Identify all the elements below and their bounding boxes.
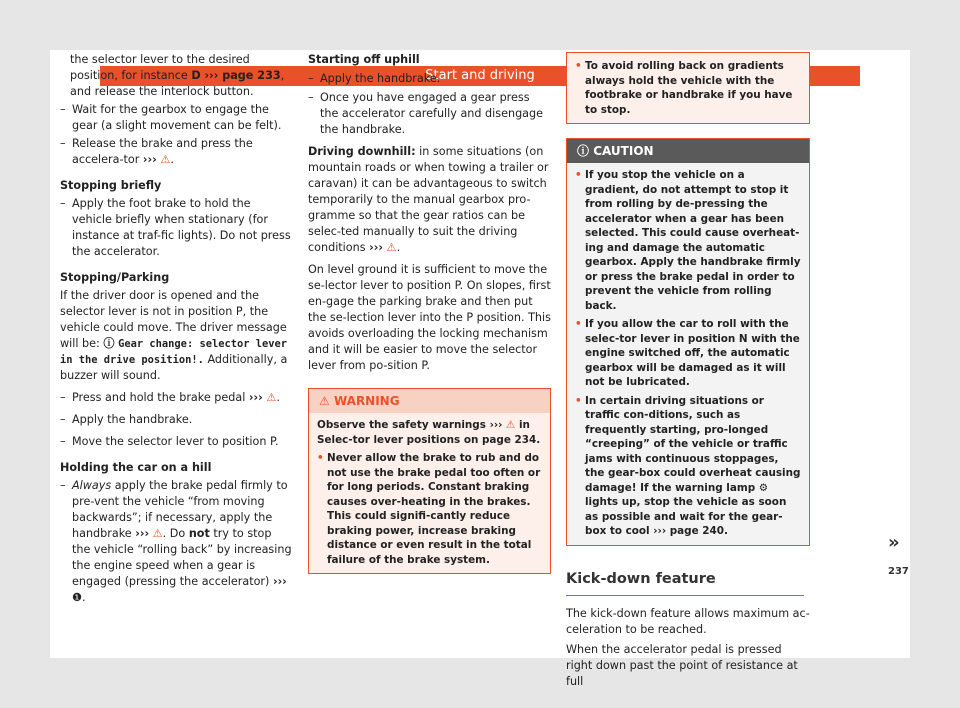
column-2 bbox=[308, 52, 551, 574]
list-item: – Move the selector lever to position P. bbox=[60, 434, 292, 450]
column-1 bbox=[60, 52, 292, 606]
gearbox-warning-lamp-icon: ⚙ bbox=[758, 481, 769, 494]
paragraph: On level ground it is sufficient to move the se-lector lever to position P. On slopes, first en-gage the parking brake and then put the se-lection lever into the P position. This avoids overloading the locking mechanism and it will be easier to move the selector lever from po-sition P. bbox=[308, 263, 551, 372]
list-item: • If you stop the vehicle on a gradient, do not attempt to stop it from rolling by de-pressing the accelerator when a gear has been selected. This could cause overheat-ing and damage the automatic gearbox. Apply the handbrake firmly or press the brake pedal in order to prevent the vehicle from rolling back. bbox=[575, 168, 801, 313]
page-reference-link[interactable]: in Selec-tor lever positions on page 234. bbox=[317, 419, 541, 446]
section-title: Kick-down feature bbox=[566, 568, 804, 596]
paragraph: The kick-down feature allows maximum ac-celeration to be reached. bbox=[566, 606, 810, 636]
warning-triangle-icon: ⚠ bbox=[319, 394, 330, 408]
continue-marker: » bbox=[888, 532, 900, 553]
section-heading: Starting off uphill bbox=[308, 53, 420, 66]
tip-box bbox=[566, 52, 810, 124]
reference-arrows: ››› bbox=[135, 527, 150, 540]
reference-arrows: ››› bbox=[369, 241, 383, 254]
page-reference-link[interactable]: D ››› page 233 bbox=[191, 69, 281, 82]
reference-arrows: ››› bbox=[142, 153, 157, 166]
info-circle-icon: ⓘ bbox=[103, 337, 115, 350]
list-item: • In certain driving situations or traffic con-ditions, such as frequently starting, pro-longed “creeping” of the vehicle or traffic jams with continuous stoppages, the gear-box could overheat causing damage! If the warning lamp ⚙ lights up, stop the vehicle as soon as possible and wait for the gear-box to cool ››› page 240. bbox=[575, 394, 801, 539]
list-item: – Press and hold the brake pedal ››› ⚠. bbox=[60, 390, 292, 406]
list-item: – Apply the handbrake. bbox=[60, 412, 292, 428]
page-reference-link[interactable]: ››› page 240. bbox=[653, 525, 728, 537]
reference-arrows: ››› bbox=[248, 391, 263, 404]
list-item: – Always apply the brake pedal firmly to pre-vent the vehicle “from moving backwards”; if necessary, apply the handbrake ››› ⚠. Do not try to stop the vehicle “rolling back” by increasing the engine speed when a gear is engaged (pressing the accelerator) ››› ❶. bbox=[60, 478, 292, 606]
list-item: – Release the brake and press the accelera-tor ››› ⚠. bbox=[60, 136, 292, 168]
list-item: – Once you have engaged a gear press the accelerator carefully and disengage the handbrake. bbox=[308, 90, 551, 138]
section-heading: Holding the car on a hill bbox=[60, 461, 212, 474]
warning-triangle-icon[interactable]: ⚠ bbox=[160, 153, 171, 166]
caution-box bbox=[566, 138, 810, 546]
warning-body: Observe the safety warnings ››› ⚠ in Selec-tor lever positions on page 234. • Never allow the brake to rub and do not use the brake pedal too often or for long periods. Constant braking causes over-heating in the brakes. This could signifi-cantly reduce braking power, increase braking distance or even result in the total failure of the brake system. bbox=[309, 413, 550, 573]
warning-triangle-icon[interactable]: ⚠ bbox=[386, 241, 397, 254]
paragraph: the selector lever to the desired position, for instance D ››› page 233, and release the interlock button. bbox=[70, 53, 285, 98]
caution-circle-icon: ⓘ bbox=[577, 144, 590, 158]
caution-circle-icon[interactable]: ❶ bbox=[72, 591, 83, 604]
section-heading: Stopping briefly bbox=[60, 179, 162, 192]
list-item: – Apply the handbrake. bbox=[308, 71, 551, 87]
warning-triangle-icon[interactable]: ⚠ bbox=[266, 391, 277, 404]
paragraph: Driving downhill: in some situations (on mountain roads or when towing a trailer or caravan) it can be advantageous to switch temporarily to the manual gearbox pro-gramme so that the gear ratios can be selec-ted manually to suit the driving conditions ››› ⚠. bbox=[308, 145, 549, 254]
driver-message: Gear change: selector lever in the drive position!. bbox=[60, 338, 288, 366]
warning-triangle-icon[interactable]: ⚠ bbox=[152, 527, 163, 540]
page-number: 237 bbox=[888, 566, 909, 577]
reference-arrows: ››› bbox=[489, 419, 503, 431]
column-3 bbox=[566, 52, 810, 690]
list-item: • If you allow the car to roll with the selec-tor lever in position N with the engine switched off, the automatic gearbox will be damaged as it will not be lubricated. bbox=[575, 317, 801, 390]
paragraph: If the driver door is opened and the selector lever is not in position P, the vehicle could move. The driver message will be: ⓘ Gear change: selector lever in the drive position!. Additionally, a buzzer will sound. bbox=[60, 289, 288, 382]
section-heading: Stopping/Parking bbox=[60, 271, 170, 284]
list-item: – Apply the foot brake to hold the vehicle briefly when stationary (for instance at traf-fic lights). Do not press the accelerator. bbox=[60, 196, 292, 260]
page-header: Start and driving bbox=[100, 66, 860, 86]
paragraph: When the accelerator pedal is pressed right down past the point of resistance at full bbox=[566, 642, 798, 688]
warning-triangle-icon[interactable]: ⚠ bbox=[506, 419, 516, 431]
caution-body bbox=[567, 163, 809, 545]
reference-arrows: ››› bbox=[272, 575, 287, 588]
list-item: • To avoid rolling back on gradients always hold the vehicle with the footbrake or handbrake if you have to stop. bbox=[575, 59, 801, 117]
list-item: – Wait for the gearbox to engage the gear (a slight movement can be felt). bbox=[60, 102, 292, 134]
warning-header: ⚠ WARNING bbox=[309, 389, 550, 413]
warning-box bbox=[308, 388, 551, 574]
list-item: • Never allow the brake to rub and do not use the brake pedal too often or for long periods. Constant braking causes over-heating in the brakes. This could signifi-cantly reduce braking power, increase braking distance or even result in the total failure of the brake system. bbox=[317, 451, 542, 567]
caution-header: ⓘ CAUTION bbox=[567, 139, 809, 163]
